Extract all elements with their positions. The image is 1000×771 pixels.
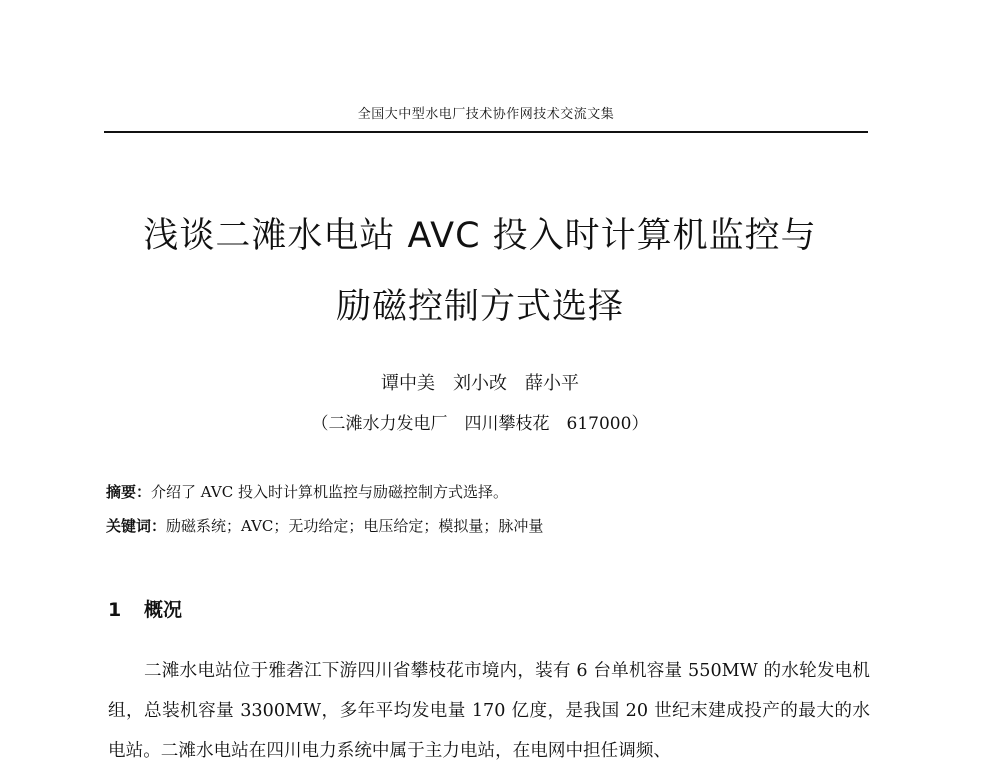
section-title: 概况 <box>144 599 183 621</box>
abstract <box>106 480 886 504</box>
abstract-text: 介绍了 AVC 投入时计算机监控与励磁控制方式选择。 <box>151 483 508 501</box>
keywords <box>106 514 886 538</box>
section-heading <box>108 596 182 624</box>
body-paragraph: 二滩水电站位于雅砻江下游四川省攀枝花市境内，装有 6 台单机容量 550MW 的水轮发电机组，总装机容量 3300MW，多年平均发电量 170 亿度，是我国 20 世纪末建成投产的最大的水电站。二滩水电站在四川电力系统中属于主力电站，在电网中担任调频、 <box>108 661 870 761</box>
abstract-label: 摘要： <box>106 483 152 501</box>
keywords-text: 励磁系统；AVC；无功给定；电压给定；模拟量；脉冲量 <box>166 517 544 535</box>
section-number: 1 <box>108 599 122 621</box>
authors: 谭中美 刘小改 薛小平 <box>381 373 579 394</box>
affiliation: （二滩水力发电厂 四川攀枝花 617000） <box>311 414 649 434</box>
keywords-label: 关键词： <box>106 517 167 535</box>
article-title-line-1: 浅谈二滩水电站 AVC 投入时计算机监控与 <box>143 216 817 256</box>
article-title-line-2: 励磁控制方式选择 <box>335 287 624 327</box>
running-header: 全国大中型水电厂技术协作网技术交流文集 <box>104 101 868 133</box>
